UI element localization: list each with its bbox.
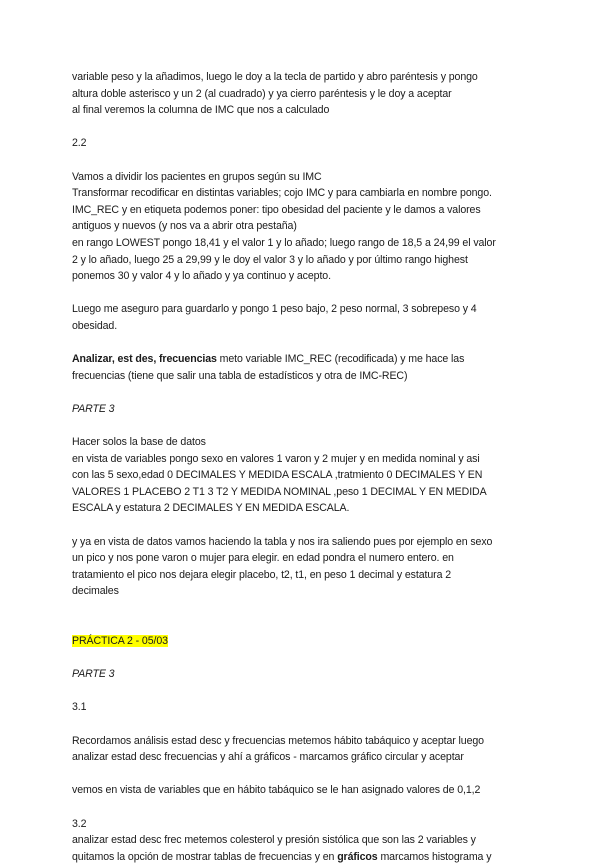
- paragraph-vista-datos: y ya en vista de datos vamos haciendo la tabla y nos ira saliendo pues por ejemplo en sexo un pico y nos pone varon o mujer para elegir. en edad pondra el numero entero. en tratamiento el pico nos dejara elegir placebo, t2, t1, en peso 1 decimal y estatura 2 decimales: [72, 535, 493, 598]
- section-heading-parte-3-b: PARTE 3: [72, 668, 115, 681]
- paragraph-save-labels: Luego me aseguro para guardarlo y pongo 1 peso bajo, 2 peso normal, 3 sobrepeso y 4 obesidad.: [72, 303, 477, 332]
- paragraph-base-datos: Hacer solos la base de datos en vista de variables pongo sexo en valores 1 varon y 2 mujer y en medida nominal y asi con las 5 sexo,edad 0 DECIMALES Y MEDIDA ESCALA ,tratmiento 0 DECIMALES Y EN VALORES 1 PLACEBO 2 T1 3 T2 Y MEDIDA NOMINAL ,peso 1 DECIMAL Y EN MEDIDA ESCALA y estatura 2 DECIMALES Y EN MEDIDA ESCALA.: [72, 436, 487, 515]
- paragraph-recode-imc: Vamos a dividir los pacientes en grupos según su IMC Transformar recodificar en distintas variables; cojo IMC y para cambiarla en nombre pongo. IMC_REC y en etiqueta podemos poner: tipo obesidad del paciente y le damos a valores antiguos y nuevos (y nos va a abrir otra pestaña) en rango LOWEST pongo 18,41 y el valor 1 y lo añado; luego rango de 18,5 a 24,99 el valor 2 y lo añado, luego 25 a 29,99 y le doy el valor 3 y lo añado y por último rango highest ponemos 30 y valor 4 y lo añado y ya continuo y acepto.: [72, 170, 496, 283]
- section-heading-3-2: 3.2: [72, 817, 87, 830]
- paragraph-imc-formula: variable peso y la añadimos, luego le doy a la tecla de partido y abro paréntesis y pongo altura doble asterisco y un 2 (al cuadrado) y ya cierro paréntesis y le doy a aceptar al final veremos la columna de IMC que nos a calculado: [72, 71, 478, 117]
- paragraph-histograma: [72, 832, 560, 865]
- bold-analizar: Analizar, est des, frecuencias: [72, 353, 217, 366]
- paragraph-habito-tabaquico: Recordamos análisis estad desc y frecuencias metemos hábito tabáquico y aceptar luego analizar estad desc frecuencias y ahí a gráficos - marcamos gráfico circular y aceptar: [72, 734, 484, 764]
- section-heading-parte-3: PARTE 3: [72, 402, 115, 415]
- paragraph-analizar-rest: meto variable IMC_REC (recodificada) y me hace las frecuencias (tiene que salir una tabla de estadísticos y otra de IMC-REC): [72, 353, 465, 382]
- paragraph-valores-habito: vemos en vista de variables que en hábito tabáquico se le han asignado valores de 0,1,2: [72, 784, 481, 797]
- paragraph-histograma-b: marcamos histograma y: [377, 850, 492, 863]
- section-heading-2-2: 2.2: [72, 137, 87, 150]
- paragraph-analizar-frecuencias: [72, 351, 560, 384]
- highlighted-practice-title: PRÁCTICA 2 - 05/03: [72, 635, 168, 647]
- bold-graficos: gráficos: [337, 850, 378, 863]
- paragraph-histograma-a: analizar estad desc frec metemos colesterol y presión sistólica que son las 2 variables y quitamos la opción de mostrar tablas de frecuencias y en: [72, 834, 476, 863]
- practice-heading: [72, 633, 560, 650]
- section-heading-3-1: 3.1: [72, 701, 87, 714]
